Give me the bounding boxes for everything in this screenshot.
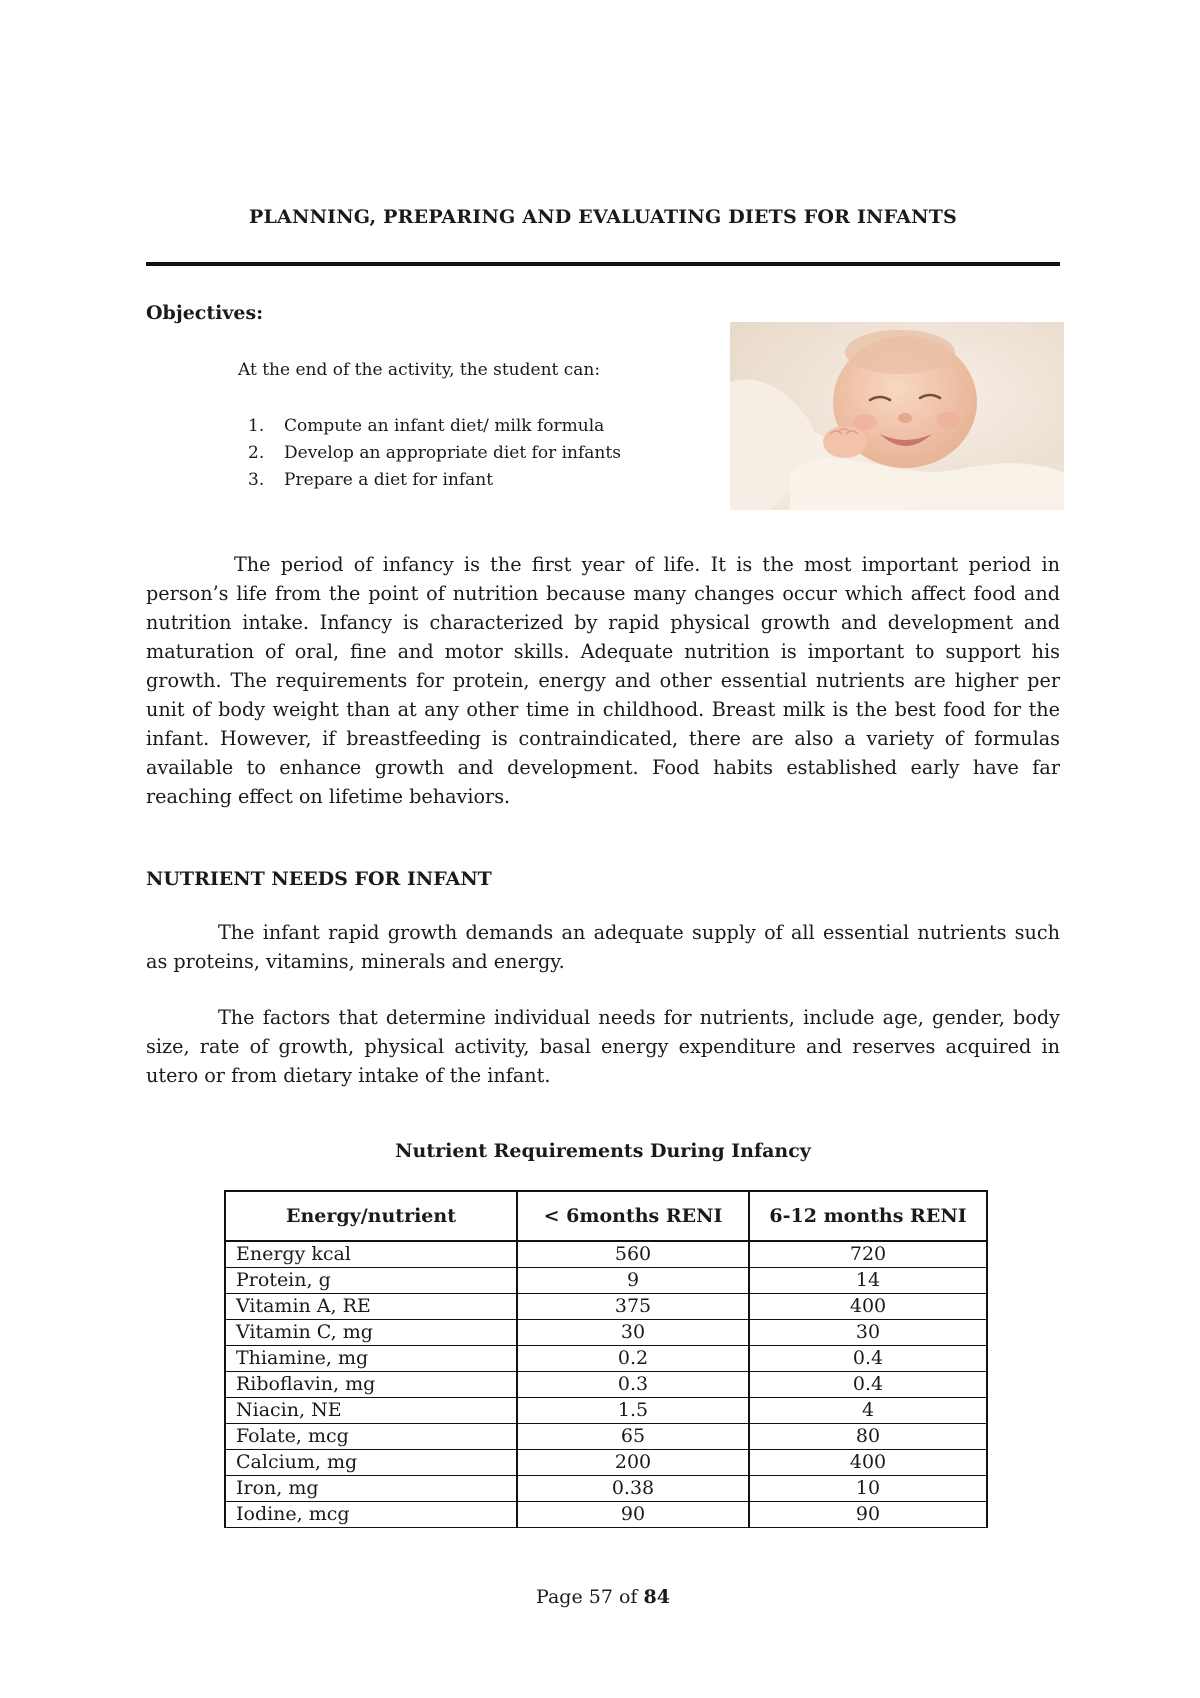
nutrient-name: Thiamine, mg <box>225 1346 517 1372</box>
column-header: 6-12 months RENI <box>749 1191 987 1241</box>
objective-number: 1. <box>248 416 265 436</box>
nutrient-name: Vitamin C, mg <box>225 1320 517 1346</box>
value-under-6-months: 0.3 <box>517 1372 749 1398</box>
objectives-intro: At the end of the activity, the student can: <box>238 360 601 380</box>
value-under-6-months: 0.38 <box>517 1476 749 1502</box>
page-number <box>146 1586 1060 1608</box>
sleeping-baby-photo <box>730 322 1064 510</box>
value-6-12-months: 14 <box>749 1268 987 1294</box>
column-header: < 6months RENI <box>517 1191 749 1241</box>
value-6-12-months: 720 <box>749 1241 987 1268</box>
objective-number: 2. <box>248 443 265 463</box>
value-6-12-months: 400 <box>749 1294 987 1320</box>
value-under-6-months: 200 <box>517 1450 749 1476</box>
value-6-12-months: 4 <box>749 1398 987 1424</box>
baby-illustration <box>730 322 1064 510</box>
objective-item <box>238 413 621 440</box>
table-row <box>225 1268 987 1294</box>
nutrient-name: Protein, g <box>225 1268 517 1294</box>
objective-item <box>238 440 621 467</box>
intro-paragraph: The period of infancy is the first year of life. It is the most important period in person’s life from the point of nutrition because many changes occur which affect food and nutrition intake. Infancy is characterized by rapid physical growth and development and maturation of oral, fine and motor skills. Adequate nutrition is important to support his growth. The requirements for protein, energy and other essential nutrients are higher per unit of body weight than at any other time in childhood. Breast milk is the best food for the infant. However, if breastfeeding is contraindicated, there are also a variety of formulas available to enhance growth and development. Food habits established early have far reaching effect on lifetime behaviors. <box>146 553 1060 808</box>
value-6-12-months: 400 <box>749 1450 987 1476</box>
table-row <box>225 1372 987 1398</box>
table-row <box>225 1476 987 1502</box>
value-under-6-months: 30 <box>517 1320 749 1346</box>
objective-number: 3. <box>248 470 265 490</box>
value-6-12-months: 80 <box>749 1424 987 1450</box>
value-under-6-months: 65 <box>517 1424 749 1450</box>
objective-text: Prepare a diet for infant <box>284 470 494 490</box>
value-under-6-months: 90 <box>517 1502 749 1528</box>
nutrient-name: Energy kcal <box>225 1241 517 1268</box>
table-row <box>225 1294 987 1320</box>
section-paragraph: The factors that determine individual needs for nutrients, include age, gender, body size, rate of growth, physical activity, basal energy expenditure and reserves acquired in utero or from dietary intake of the infant. <box>146 1006 1060 1087</box>
table-row <box>225 1398 987 1424</box>
value-6-12-months: 0.4 <box>749 1346 987 1372</box>
section-paragraph: The infant rapid growth demands an adequate supply of all essential nutrients such as proteins, vitamins, minerals and energy. <box>146 921 1060 973</box>
nutrient-name: Niacin, NE <box>225 1398 517 1424</box>
table-row <box>225 1346 987 1372</box>
table-header-row <box>225 1191 987 1241</box>
value-6-12-months: 30 <box>749 1320 987 1346</box>
page-number-prefix: Page 57 of <box>536 1586 638 1608</box>
document-title: PLANNING, PREPARING AND EVALUATING DIETS FOR INFANTS <box>249 206 957 228</box>
nutrient-name: Iron, mg <box>225 1476 517 1502</box>
table-title: Nutrient Requirements During Infancy <box>395 1140 811 1162</box>
table-row <box>225 1450 987 1476</box>
table-row <box>225 1502 987 1528</box>
nutrient-name: Calcium, mg <box>225 1450 517 1476</box>
nutrient-name: Folate, mcg <box>225 1424 517 1450</box>
value-6-12-months: 90 <box>749 1502 987 1528</box>
title-divider <box>146 262 1060 266</box>
nutrient-name: Iodine, mcg <box>225 1502 517 1528</box>
objectives-list <box>238 413 621 494</box>
nutrient-name: Vitamin A, RE <box>225 1294 517 1320</box>
value-under-6-months: 375 <box>517 1294 749 1320</box>
value-6-12-months: 10 <box>749 1476 987 1502</box>
objective-text: Compute an infant diet/ milk formula <box>284 416 605 436</box>
objective-text: Develop an appropriate diet for infants <box>284 443 621 463</box>
table-row <box>225 1424 987 1450</box>
column-header: Energy/nutrient <box>225 1191 517 1241</box>
objectives-heading: Objectives: <box>146 302 264 324</box>
value-6-12-months: 0.4 <box>749 1372 987 1398</box>
table-row <box>225 1320 987 1346</box>
value-under-6-months: 1.5 <box>517 1398 749 1424</box>
value-under-6-months: 560 <box>517 1241 749 1268</box>
objective-item <box>238 467 621 494</box>
value-under-6-months: 9 <box>517 1268 749 1294</box>
nutrient-requirements-table <box>224 1190 988 1528</box>
value-under-6-months: 0.2 <box>517 1346 749 1372</box>
section-heading: NUTRIENT NEEDS FOR INFANT <box>146 868 492 890</box>
page-total: 84 <box>643 1586 670 1608</box>
table-row <box>225 1241 987 1268</box>
nutrient-name: Riboflavin, mg <box>225 1372 517 1398</box>
